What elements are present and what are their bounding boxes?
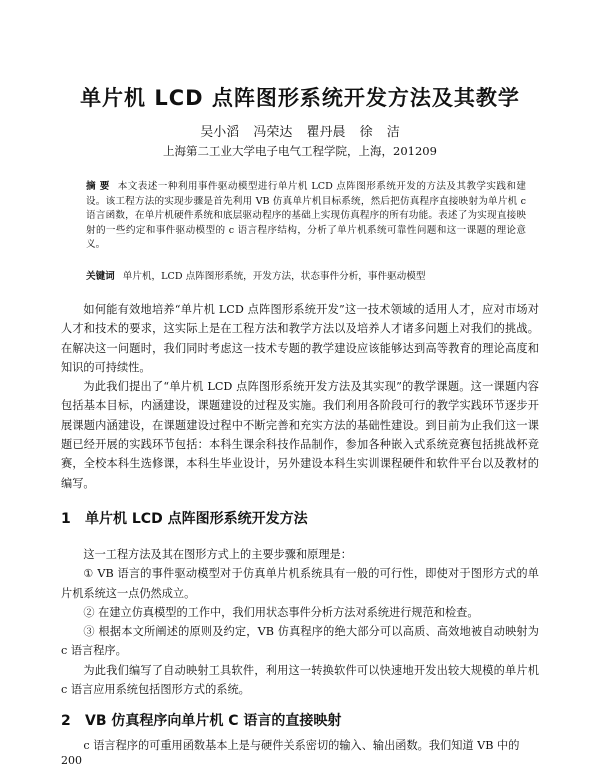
paper-title: 单片机 LCD 点阵图形系统开发方法及其教学: [80, 86, 520, 110]
section-title: VB 仿真程序向单片机 C 语言的直接映射: [85, 713, 342, 729]
keywords-text: 单片机，LCD 点阵图形系统，开发方法，状态事件分析，事件驱动模型: [122, 271, 426, 282]
affiliation: 上海第二工业大学电子电气工程学院，上海，201209: [163, 144, 437, 158]
abstract-text: 本文表述一种利用事件驱动模型进行单片机 LCD 点阵图形系统开发的方法及其教学实践和建设。该工程方法的实现步骤是首先利用 VB 仿真单片机目标系统，然后把仿真程序直接映射为单片机 c 语言函数，在单片机硬件系统和底层驱动程序的基础上实现仿真程序的所有功能。表述了为实现直接映射的一些约定和事件驱动模型的 c 语言程序结构，分析了单片机系统可靠性问题和这一课题的理论意义。: [86, 181, 526, 251]
section-2-heading: [61, 710, 341, 730]
section-title: 单片机 LCD 点阵图形系统开发方法: [85, 511, 308, 527]
list-item: ① VB 语言的事件驱动模型对于仿真单片机系统具有一般的可行性，即使对于图形方式的单片机系统这一点仍然成立。: [61, 567, 539, 600]
section-2-body: [61, 736, 539, 755]
body-paragraph: 这一工程方法及其在图形方式上的主要步骤和原理是：: [83, 548, 352, 561]
author-list: 吴小滔 冯荣达 瞿丹晨 徐 洁: [200, 125, 400, 140]
body-paragraph: 如何能有效地培养“单片机 LCD 点阵图形系统开发”这一技术领域的适用人才，应对市场对人才和技术的要求，这实际上是在工程方法和教学方法以及培养人才诸多问题上对我们的挑战。在解决这一问题时，我们同时考虑这一技术专题的教学建设应该能够达到高等教育的理论高度和知识的可持续性。: [61, 303, 539, 374]
body-paragraph: 为此我们编写了自动映射工具软件，利用这一转换软件可以快速地开发出较大规模的单片机 c 语言应用系统包括图形方式的系统。: [61, 663, 539, 697]
keywords-label: 关键词: [86, 271, 115, 282]
list-item: ② 在建立仿真模型的工作中，我们用状态事件分析方法对系统进行规范和检查。: [83, 605, 479, 619]
abstract-label: 摘 要: [86, 181, 110, 192]
introduction: [61, 300, 539, 493]
body-paragraph: c 语言程序的可重用函数基本上是与硬件关系密切的输入、输出函数。我们知道 VB 中的: [83, 739, 520, 752]
section-number: 2: [61, 713, 71, 729]
section-1-heading: [61, 508, 308, 528]
abstract: [86, 180, 526, 253]
body-paragraph: 为此我们提出了“单片机 LCD 点阵图形系统开发方法及其实现”的教学课题。这一课题内容包括基本目标，内涵建设，课题建设的过程及实施。我们利用各阶段可行的教学实践环节逐步开展课题内涵建设，在课题建设过程中不断完善和充实方法的基础性建设。到目前为止我们这一课题已经开展的实践环节包括：本科生课余科技作品制作，参加各种嵌入式系统竞赛包括挑战杯竞赛，全校本科生选修课，本科生毕业设计，另外建设本科生实训课程硬件和软件平台以及教材的编写。: [61, 380, 539, 490]
section-number: 1: [61, 511, 71, 527]
section-1-body: [61, 545, 539, 699]
keywords: [86, 270, 526, 284]
list-item: ③ 根据本文所阐述的原则及约定，VB 仿真程序的绝大部分可以高质、高效地被自动映射为 c 语言程序。: [61, 625, 539, 658]
page-number: 200: [61, 754, 82, 767]
